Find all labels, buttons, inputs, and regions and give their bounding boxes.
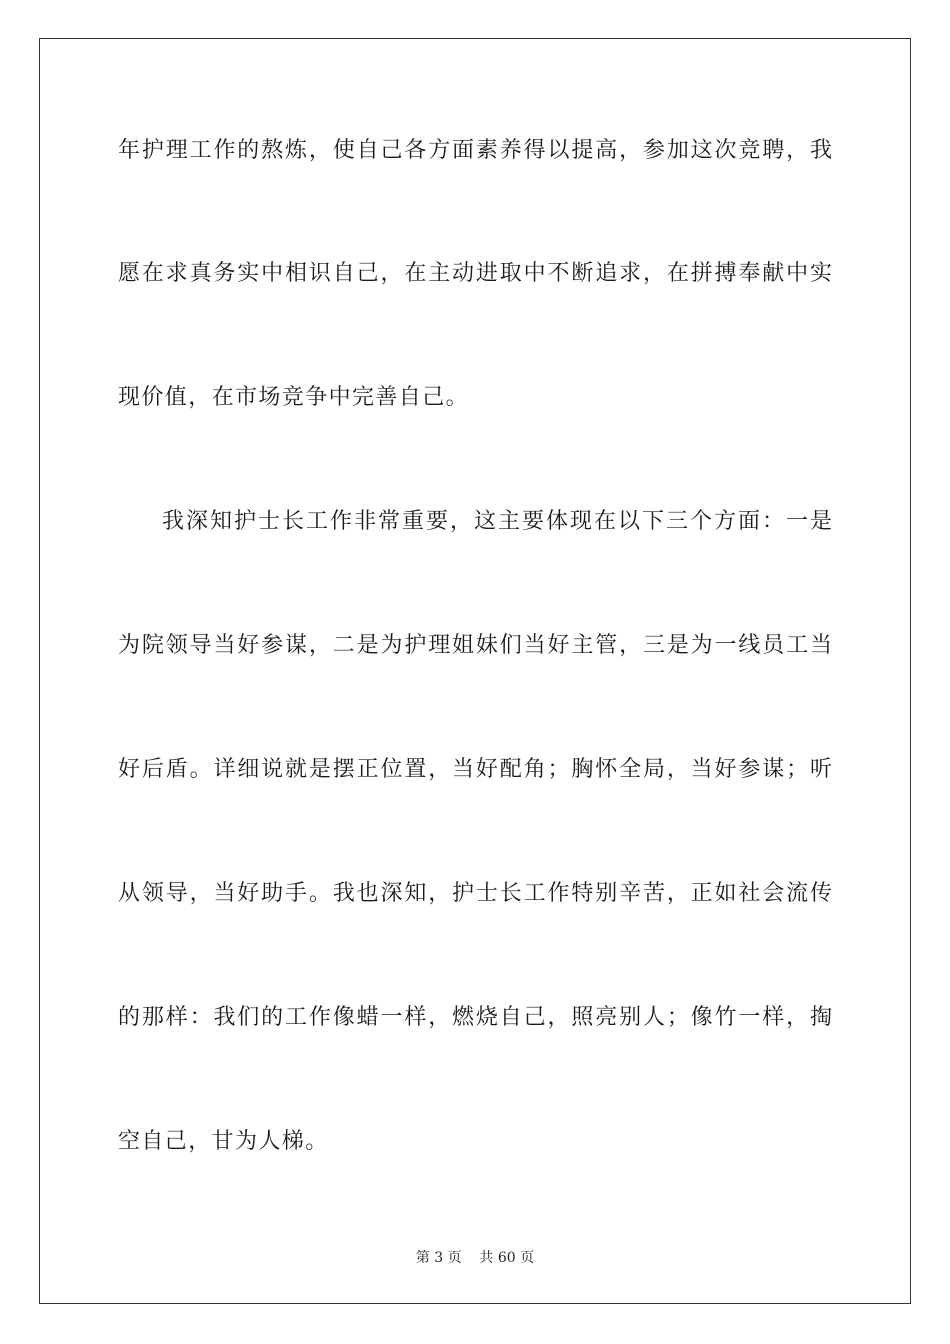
page-number: 第 3 页 共 60 页	[415, 1250, 535, 1266]
text-line: 的那样：我们的工作像蜡一样，燃烧自己，照亮别人；像竹一样，掏	[118, 1005, 832, 1030]
text-line: 现价值，在市场竞争中完善自己。	[118, 385, 470, 410]
text-line: 空自己，甘为人梯。	[118, 1129, 329, 1154]
text-line: 为院领导当好参谋，二是为护理姐妹们当好主管，三是为一线员工当	[118, 633, 832, 658]
text-line: 年护理工作的熬炼，使自己各方面素养得以提高，参加这次竞聘，我	[118, 138, 832, 163]
text-line: 愿在求真务实中相识自己，在主动进取中不断追求，在拼搏奉献中实	[118, 261, 832, 286]
text-line: 好后盾。详细说就是摆正位置，当好配角；胸怀全局，当好参谋；听	[118, 757, 832, 782]
text-line: 从领导，当好助手。我也深知，护士长工作特别辛苦，正如社会流传	[118, 881, 832, 906]
page-border	[39, 38, 911, 1304]
paragraph-first-line: 我深知护士长工作非常重要，这主要体现在以下三个方面：一是	[162, 509, 832, 534]
